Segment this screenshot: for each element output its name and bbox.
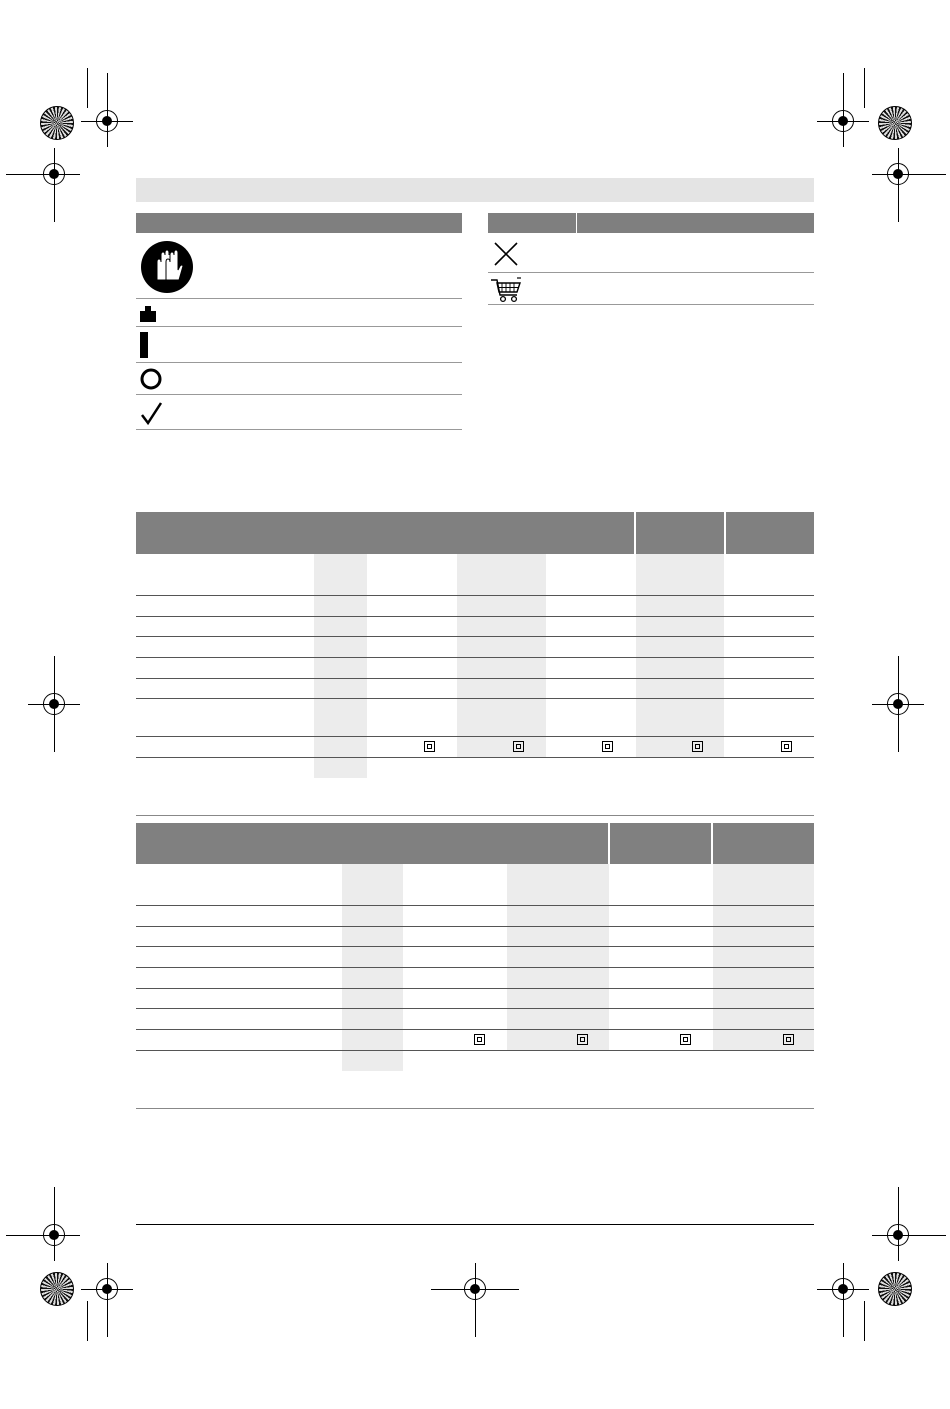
table-row-rule bbox=[136, 636, 814, 637]
double-insulation-icon bbox=[513, 741, 524, 752]
weight-icon bbox=[139, 305, 157, 328]
symbols-table-header bbox=[577, 213, 814, 233]
table-column-shade bbox=[507, 864, 609, 1050]
table-row-rule bbox=[136, 757, 814, 758]
table-rule bbox=[136, 326, 462, 327]
page-header-band bbox=[136, 178, 814, 202]
section-rule bbox=[136, 815, 814, 816]
footer-rule bbox=[136, 1224, 814, 1225]
table-header bbox=[726, 512, 814, 554]
table-row-rule bbox=[136, 905, 814, 906]
table-rule bbox=[136, 362, 462, 363]
double-insulation-icon bbox=[577, 1034, 588, 1045]
table-header bbox=[713, 823, 814, 864]
table-column-shade bbox=[636, 554, 724, 757]
table-column-shade bbox=[457, 554, 546, 757]
table-rule bbox=[488, 304, 814, 305]
table-row-rule bbox=[136, 926, 814, 927]
table-row-rule bbox=[136, 1008, 814, 1009]
symbols-table-header bbox=[488, 213, 576, 233]
registration-starburst bbox=[878, 106, 912, 140]
double-insulation-icon bbox=[692, 741, 703, 752]
crop-line bbox=[87, 68, 88, 108]
check-icon bbox=[139, 400, 165, 431]
circle-icon bbox=[139, 367, 163, 396]
registration-starburst bbox=[40, 1272, 74, 1306]
table-row-rule bbox=[136, 678, 814, 679]
table-rule bbox=[136, 429, 462, 430]
table-rule bbox=[136, 298, 462, 299]
table-row-rule bbox=[136, 988, 814, 989]
registration-starburst bbox=[878, 1272, 912, 1306]
table-header bbox=[610, 823, 711, 864]
table-header bbox=[136, 823, 608, 864]
gloves-icon bbox=[140, 240, 194, 299]
table-row-rule bbox=[136, 1029, 814, 1030]
table-row-rule bbox=[136, 657, 814, 658]
table-header bbox=[136, 512, 634, 554]
double-insulation-icon bbox=[781, 741, 792, 752]
crop-line bbox=[87, 1301, 88, 1341]
crop-line bbox=[864, 68, 865, 108]
table-rule bbox=[136, 394, 462, 395]
table-rule bbox=[488, 272, 814, 273]
double-insulation-icon bbox=[424, 741, 435, 752]
table-header bbox=[636, 512, 724, 554]
table-column-shade bbox=[713, 864, 814, 1050]
double-insulation-icon bbox=[783, 1034, 794, 1045]
table-row-rule bbox=[136, 616, 814, 617]
cross-icon bbox=[492, 240, 520, 273]
section-rule bbox=[136, 1108, 814, 1109]
registration-starburst bbox=[40, 106, 74, 140]
table-row-rule bbox=[136, 595, 814, 596]
double-insulation-icon bbox=[680, 1034, 691, 1045]
table-row-rule bbox=[136, 698, 814, 699]
table-row-rule bbox=[136, 967, 814, 968]
symbols-table-header bbox=[136, 213, 462, 233]
crop-line bbox=[864, 1301, 865, 1341]
bar-icon bbox=[140, 332, 148, 358]
table-row-rule bbox=[136, 946, 814, 947]
double-insulation-icon bbox=[474, 1034, 485, 1045]
table-row-rule bbox=[136, 1050, 814, 1051]
table-row-rule bbox=[136, 736, 814, 737]
double-insulation-icon bbox=[602, 741, 613, 752]
table-column-shade bbox=[314, 554, 367, 778]
